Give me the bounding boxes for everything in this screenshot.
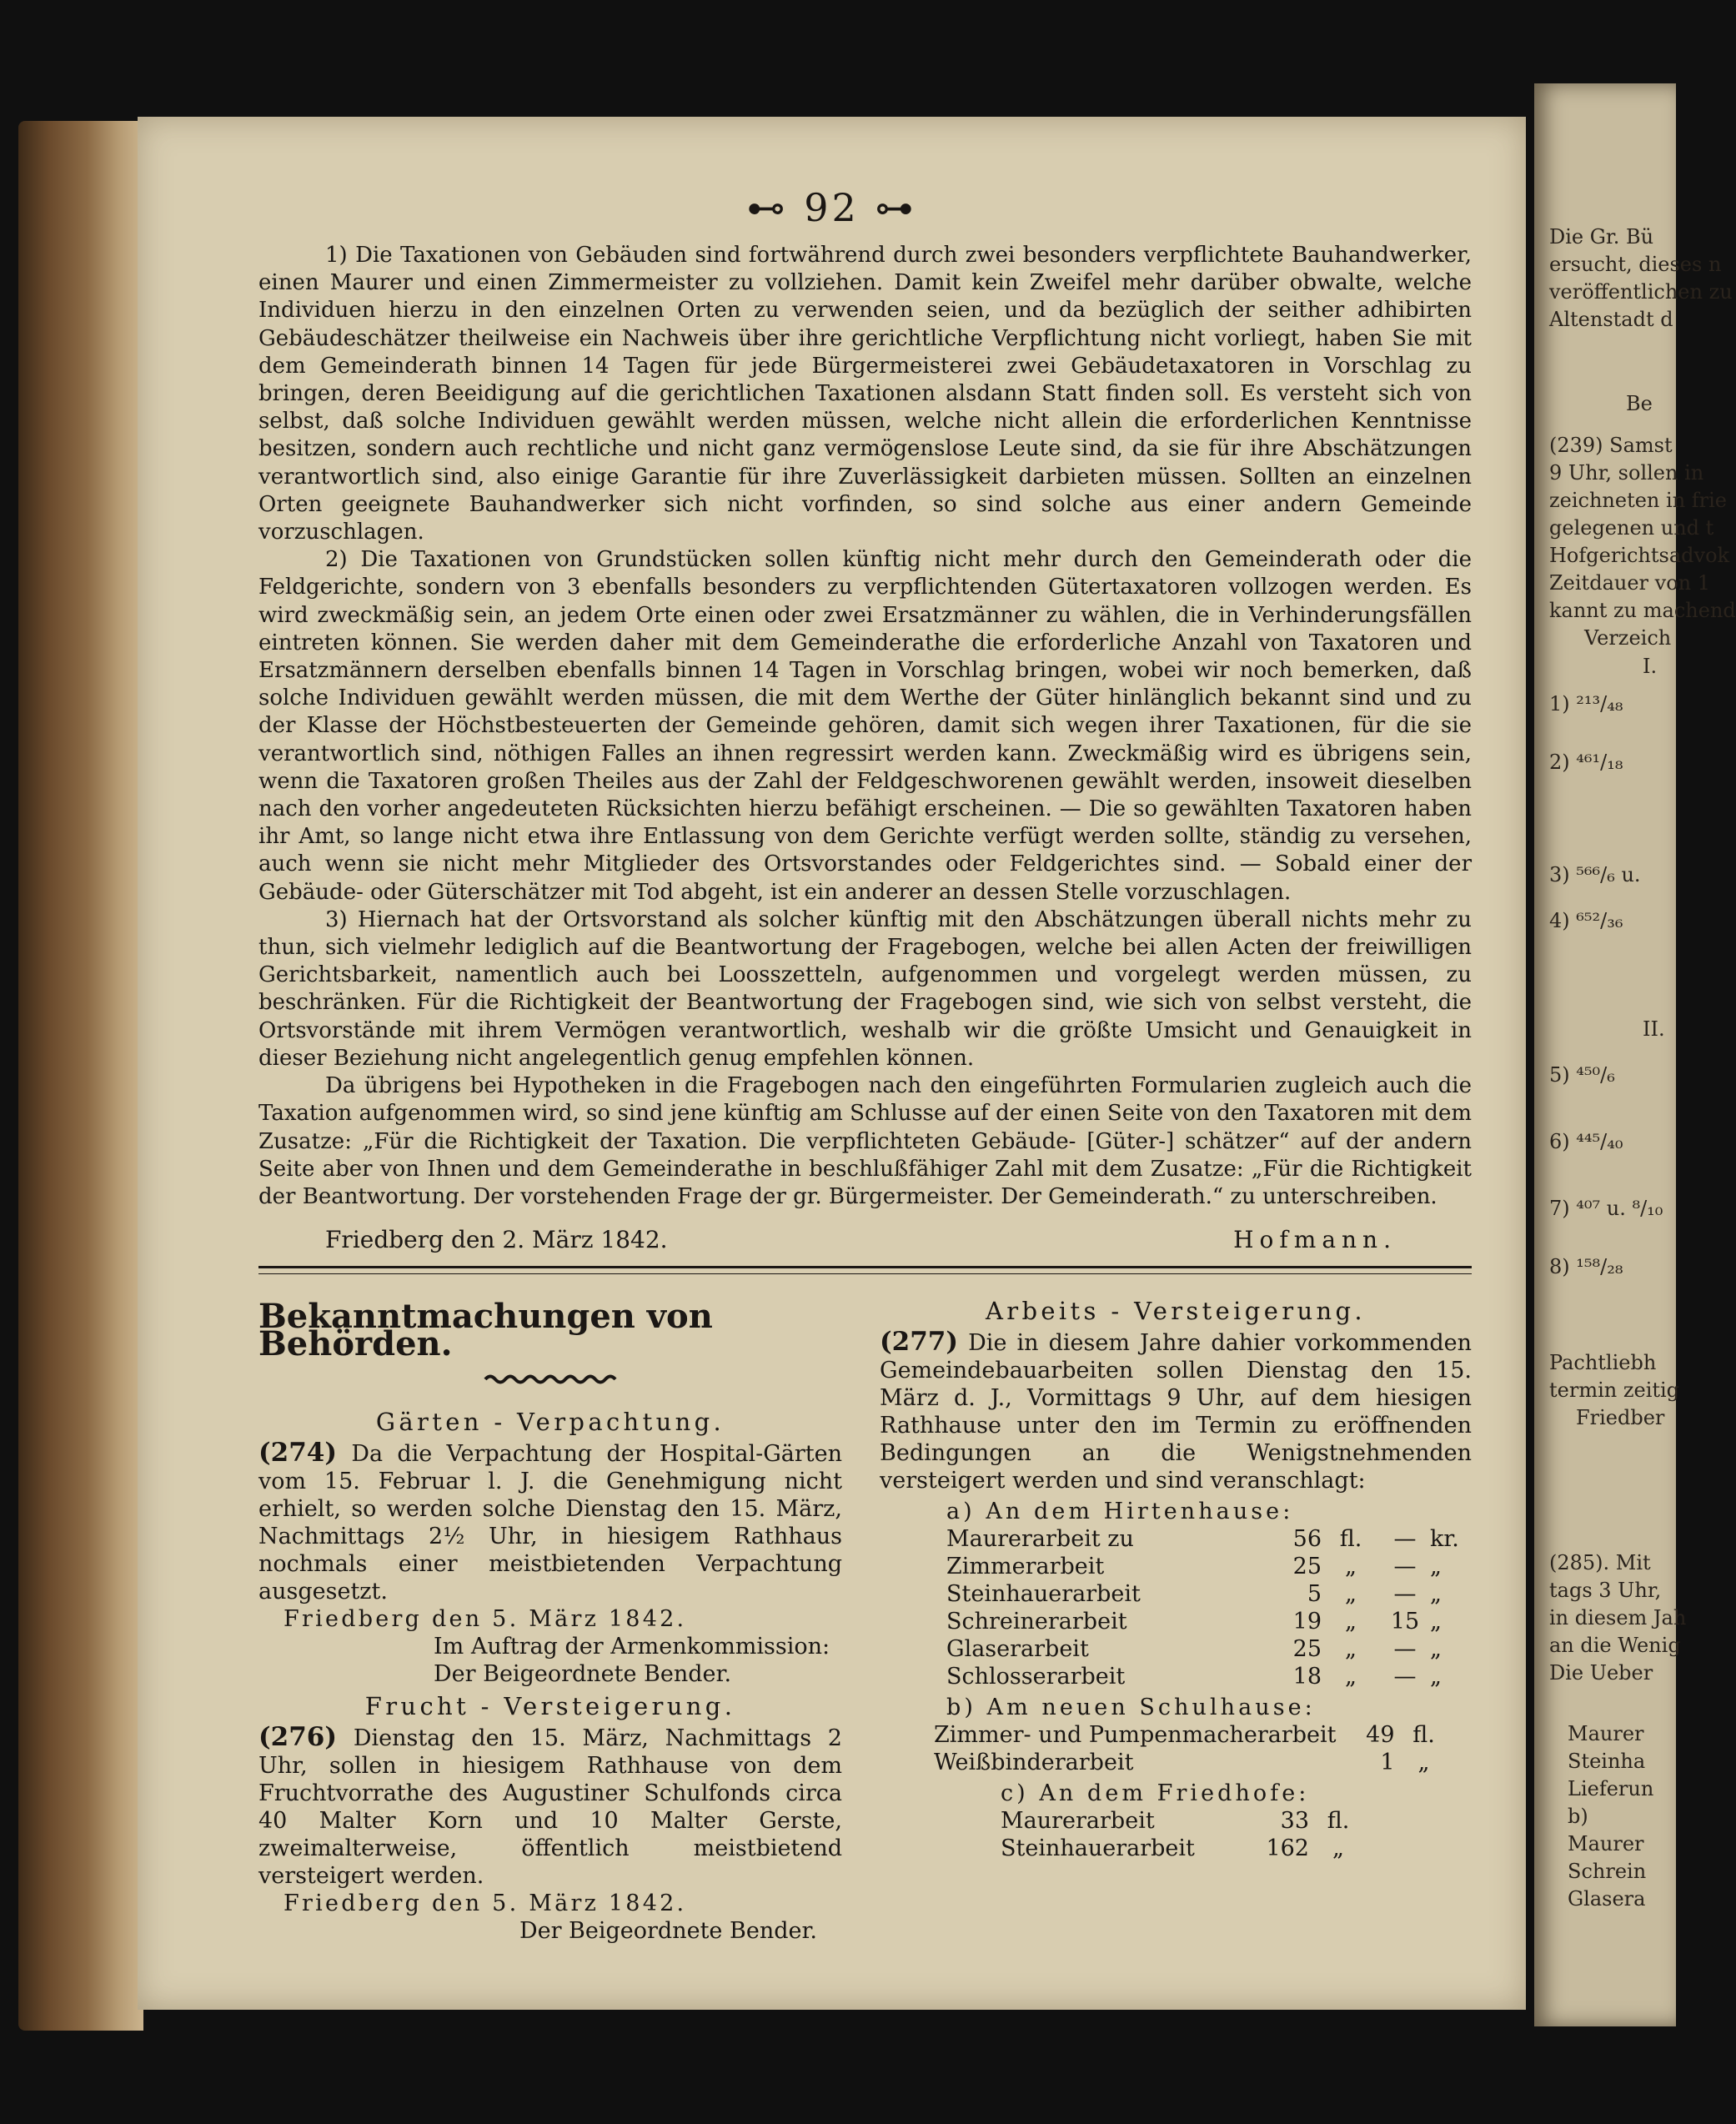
next-page-fragment: 4) ⁶⁵²/₃₆ [1549,909,1623,932]
next-page-fragment: I. [1643,655,1658,678]
next-page-fragment: kannt zu machend [1549,599,1736,622]
cost-unit: „ [1345,1554,1357,1579]
decorative-squiggle-icon [258,1366,842,1393]
notice-274-number: (274) [258,1438,338,1468]
cost-item: Maurerarbeit [1001,1808,1155,1834]
article-paragraph-2: 2) Die Taxationen von Grundstücken sollen künftig nicht mehr durch den Gemeinderath oder die Feldgerichte, sondern von 3 ebenfalls besonders zu verpflichtenden Gütertaxatoren vollzogen werden. Es wird zweckmäßig sein, an jedem Orte einen oder zwei Ersatzmänner zu wählen, die in Verhinderungsfällen eintreten können. Sie werden daher mit dem Gemeinderathe die erforderliche Anzahl von Taxatoren und Ersatzmännern derselben ebenfalls binnen 14 Tagen in Vorschlag bringen, wobei wir noch bemerken, daß solche Individuen gewählt werden müssen, die mit dem Werthe der Güter hinlänglich bekannt sind und zu der Klasse der Höchstbesteuerten der Gemeinde gehören, damit sich wegen ihrer Taxationen, für die sie verantwortlich sind, nöthigen Falles an ihnen regressirt werden kann. Zweckmäßig wird es übrigens sein, wenn die Taxatoren großen Theiles aus der Zahl der Feldgeschworenen gewählt werden, insoweit dieselben nach den vorher angedeuteten Rücksichten hierzu befähigt erscheinen. — Die so gewählten Taxatoren haben ihr Amt, so lange nicht etwa ihre Entlassung von dem Gerichte verfügt werden sollte, ständig zu versehen, auch wenn sie nicht mehr Mitglieder des Ortsvorstandes oder Feldgerichtes sind. — Sobald einer der Gebäude- oder Güterschätzer mit Tod abgeht, ist ein anderer an dessen Stelle vorzuschlagen. [258,547,1472,905]
notice-274-text: Da die Verpachtung der Hospital-Gärten vom 15. Februar l. J. die Genehmigung nicht erhielt, so werden solche Dienstag den 15. März, Nachmittags 2½ Uhr, in hiesigem Rathhaus nochmals einer meistbietenden Verpachtung ausgesetzt. [258,1441,842,1604]
next-page-fragment: Be [1626,392,1653,415]
cost-amount: 49 [1366,1722,1395,1748]
book-edge [18,121,143,2031]
table-row [946,1580,1472,1608]
next-page-fragment: tags 3 Uhr, [1549,1579,1662,1602]
cost-amount: 25 [1292,1554,1322,1579]
next-page-fragment: zeichneten in frie [1549,489,1728,512]
cost-amount: 33 [1280,1808,1309,1834]
cost-kreuzer: 15 [1390,1609,1420,1634]
notice-274 [258,1439,842,1605]
cost-item: Zimmer- und Pumpenmacherarbeit [934,1722,1337,1748]
notice-274-authority: Im Auftrag der Armenkommission: [434,1634,830,1660]
cost-unit: fl. [1412,1722,1435,1748]
cost-item: Steinhauerarbeit [1001,1835,1195,1861]
next-page-fragment: 5) ⁴⁵⁰/₆ [1549,1063,1615,1087]
section-c-table [1001,1807,1367,1862]
next-page-fragment: Pachtliebh [1549,1351,1657,1374]
next-page-fragment: Lieferun [1568,1777,1654,1800]
section-a-table [946,1525,1472,1690]
notice-274-place-date: Friedberg den 5. März 1842. [283,1606,687,1632]
next-page-fragment: 8) ¹⁵⁸/₂₈ [1549,1255,1623,1278]
notice-276-title: Frucht - Versteigerung. [364,1692,736,1720]
next-page-fragment: gelegenen und t [1549,516,1714,540]
section-a-heading: a) An dem Hirtenhause: [946,1499,1294,1524]
cost-amount: 1 [1380,1750,1395,1775]
ornament-left-icon: ⊷ [746,185,789,230]
notice-276-place-date: Friedberg den 5. März 1842. [283,1891,687,1916]
next-page-fragment: b) [1568,1805,1588,1828]
cost-kreuzer: — [1393,1554,1417,1579]
cost-unit: fl. [1327,1808,1350,1834]
cost-unit: „ [1332,1835,1344,1861]
table-row [946,1663,1472,1690]
section-b-table [934,1721,1453,1776]
cost-unit-kr: „ [1430,1581,1442,1607]
cost-item: Glaserarbeit [946,1636,1089,1662]
next-page-fragment: 1) ²¹³/₄₈ [1549,692,1623,716]
table-row [946,1553,1472,1580]
book-page [138,117,1526,2010]
next-page-fragment: an die Wenig [1549,1634,1681,1657]
section-b-heading: b) Am neuen Schulhause: [946,1695,1316,1720]
next-page-fragment: termin zeitig [1549,1378,1680,1402]
cost-unit-kr: „ [1430,1636,1442,1662]
notice-276-signer: Der Beigeordnete Bender. [519,1918,817,1944]
notice-276-number: (276) [258,1722,338,1752]
notice-277-number: (277) [880,1327,959,1357]
cost-amount: 56 [1292,1526,1322,1552]
notice-276 [258,1724,842,1890]
next-page-fragment: Verzeich [1584,626,1672,650]
notice-277-title: Arbeits - Versteigerung. [986,1297,1366,1325]
next-page-fragment: Schrein [1568,1860,1647,1883]
table-row [934,1749,1453,1776]
next-page-fragment: 7) ⁴⁰⁷ u. ⁸/₁₀ [1549,1197,1663,1220]
next-page-fragment: Maurer [1568,1722,1644,1745]
cost-unit-kr: „ [1430,1554,1442,1579]
next-page-fragment: 3) ⁵⁶⁶/₆ u. [1549,863,1641,886]
next-page-fragment: 9 Uhr, sollen in [1549,461,1704,485]
table-row [946,1635,1472,1663]
table-row [934,1721,1453,1749]
cost-kreuzer: — [1393,1581,1417,1607]
cost-unit: „ [1345,1664,1357,1690]
cost-amount: 18 [1292,1664,1322,1690]
article-paragraph-4: Da übrigens bei Hypotheken in die Fragebogen nach den eingeführten Formularien zugleich auch die Taxation aufgenommen wird, so sind jene künftig am Schlusse auf der einen Seite von den Taxatoren mit dem Zusatze: „Für die Richtigkeit der Taxation. Die verpflichteten Gebäude- [Güter-] schätzer“ auf der andern Seite aber von Ihnen und dem Gemeinderathe in beschlußfähiger Zahl mit dem Zusatze: „Für die Richtigkeit der Beantwortung. Der vorstehenden Frage der gr. Bürgermeister. Der Gemeinderath.“ zu unterschreiben. [258,1073,1472,1209]
article-body [258,242,1472,1211]
cost-unit: „ [1345,1581,1357,1607]
page-number [138,185,1526,230]
notice-276-text: Dienstag den 15. März, Nachmittags 2 Uhr, sollen in hiesigem Rathhause von dem Fruchtvorrathe des Augustiner Schulfonds circa 40 Malter Korn und 10 Malter Gerste, zweimalterweise, öffentlich meistbietend versteigert werden. [258,1725,842,1889]
cost-unit-kr: „ [1430,1664,1442,1690]
page-number-value: 92 [804,185,860,230]
next-page-fragment: Glasera [1568,1887,1646,1911]
article-paragraph-3: 3) Hiernach hat der Ortsvorstand als solcher künftig mit den Abschätzungen überall nichts mehr zu thun, sich vielmehr lediglich auf die Beantwortung der Fragebogen, welche bei allen Acten der freiwilligen Gerichtsbarkeit, namentlich auch bei Loosszetteln, aufgenommen und vorgelegt werden müssen, zu beschränken. Für die Richtigkeit der Beantwortung der Fragebogen sind, wie sich von selbst versteht, die Ortsvorstände mit ihrem Vermögen verantwortlich, weshalb wir die größte Umsicht und Genauigkeit in dieser Beziehung nicht angelegentlich genug empfehlen können. [258,906,1472,1071]
cost-item: Maurerarbeit zu [946,1526,1134,1552]
notice-277 [880,1328,1472,1494]
cost-unit: „ [1345,1609,1357,1634]
cost-item: Schreinerarbeit [946,1609,1127,1634]
next-page-fragment: veröffentlichen zu [1549,280,1733,304]
next-page-fragment: ersucht, dieses n [1549,253,1722,276]
notice-274-title: Gärten - Verpachtung. [375,1408,725,1436]
next-page-fragment: Die Ueber [1549,1661,1653,1685]
cost-amount: 5 [1307,1581,1322,1607]
cost-kreuzer: — [1393,1664,1417,1690]
cost-amount: 19 [1292,1609,1322,1634]
next-page-fragment: Hofgerichtsadvok [1549,544,1730,567]
table-row [946,1608,1472,1635]
next-page-fragment: in diesem Jah [1549,1606,1687,1629]
next-page-fragment: Maurer [1568,1832,1644,1855]
next-page-fragment: 2) ⁴⁶¹/₁₈ [1549,751,1623,774]
section-c-heading: c) An dem Friedhofe: [1001,1780,1310,1806]
cost-item: Steinhauerarbeit [946,1581,1141,1607]
table-row [1001,1835,1367,1862]
next-page-fragment: Steinha [1568,1750,1646,1773]
cost-unit: „ [1345,1636,1357,1662]
article-signature-row [258,1226,1472,1253]
cost-item: Weißbinderarbeit [934,1750,1134,1775]
cost-kreuzer: — [1393,1636,1417,1662]
article-paragraph-1: 1) Die Taxationen von Gebäuden sind fortwährend durch zwei besonders verpflichtete Bauhandwerker, einen Maurer und einen Zimmermeister zu vollziehen. Damit kein Zweifel mehr darüber obwalte, welche Individuen hierzu in den einzelnen Orten zu verwenden seien, und da bezüglich der seither adhibirten Gebäudeschätzer theilweise ein Nachweis über ihre gerichtliche Verpflichtung nicht vorliegt, haben Sie mit dem Gemeinderath binnen 14 Tagen für jede Bürgermeisterei zwei Gebäudetaxatoren in Vorschlag zu bringen, deren Beeidigung auf die gerichtlichen Taxationen alsdann Statt finden soll. Es versteht sich von selbst, daß solche Individuen gewählt werden müssen, welche nicht allein die erforderlichen Kenntnisse besitzen, sondern auch rechtliche und nicht ganz vermögenslose Leute sind, da sie für ihre Abschätzungen verantwortlich sind, also einige Garantie für ihre Zuverlässigkeit darbieten müssen. Sollten an einzelnen Orten geeignete Bauhandwerker sich nicht vorfinden, so sind solche aus einer andern Gemeinde vorzuschlagen. [258,243,1472,545]
cost-amount: 162 [1266,1835,1309,1861]
cost-unit-kr: „ [1430,1609,1442,1634]
cost-amount: 25 [1292,1636,1322,1662]
right-column [880,1293,1472,1862]
cost-unit-kr: kr. [1430,1526,1459,1552]
cost-kreuzer: — [1393,1526,1417,1552]
article-signature: Hofmann. [1233,1226,1397,1253]
next-page-fragment: (239) Samst [1549,434,1673,457]
section-divider [258,1266,1472,1274]
cost-item: Zimmerarbeit [946,1554,1105,1579]
next-page-fragment: Zeitdauer von 1 [1549,571,1710,595]
ornament-right-icon: ⊶ [875,185,917,230]
left-column [258,1293,842,1945]
next-page-fragment: Friedber [1576,1406,1665,1429]
cost-unit: „ [1417,1750,1430,1775]
notice-277-text: Die in diesem Jahre dahier vorkommenden Gemeindebauarbeiten sollen Dienstag den 15. März d. J., Vormittags 9 Uhr, auf dem hiesigen Rathhause unter den im Termin zu eröffnenden Bedingungen an die Wenigstnehmenden versteigert werden und sind veranschlagt: [880,1330,1472,1494]
next-page-edge [1534,83,1736,2026]
announcements-heading: Bekanntmachungen von Behörden. [258,1297,713,1363]
next-page-fragment: 6) ⁴⁴⁵/₄₀ [1549,1130,1623,1153]
table-row [946,1525,1472,1553]
next-page-fragment: Die Gr. Bü [1549,225,1654,249]
next-page-fragment: II. [1643,1017,1665,1041]
next-page-fragment: (285). Mit [1549,1551,1651,1574]
article-place-date: Friedberg den 2. März 1842. [325,1226,668,1253]
table-row [1001,1807,1367,1835]
notice-274-signer: Der Beigeordnete Bender. [434,1661,732,1687]
next-page-fragment: Altenstadt d [1549,308,1673,331]
cost-unit: fl. [1339,1526,1362,1552]
cost-item: Schlosserarbeit [946,1664,1126,1690]
